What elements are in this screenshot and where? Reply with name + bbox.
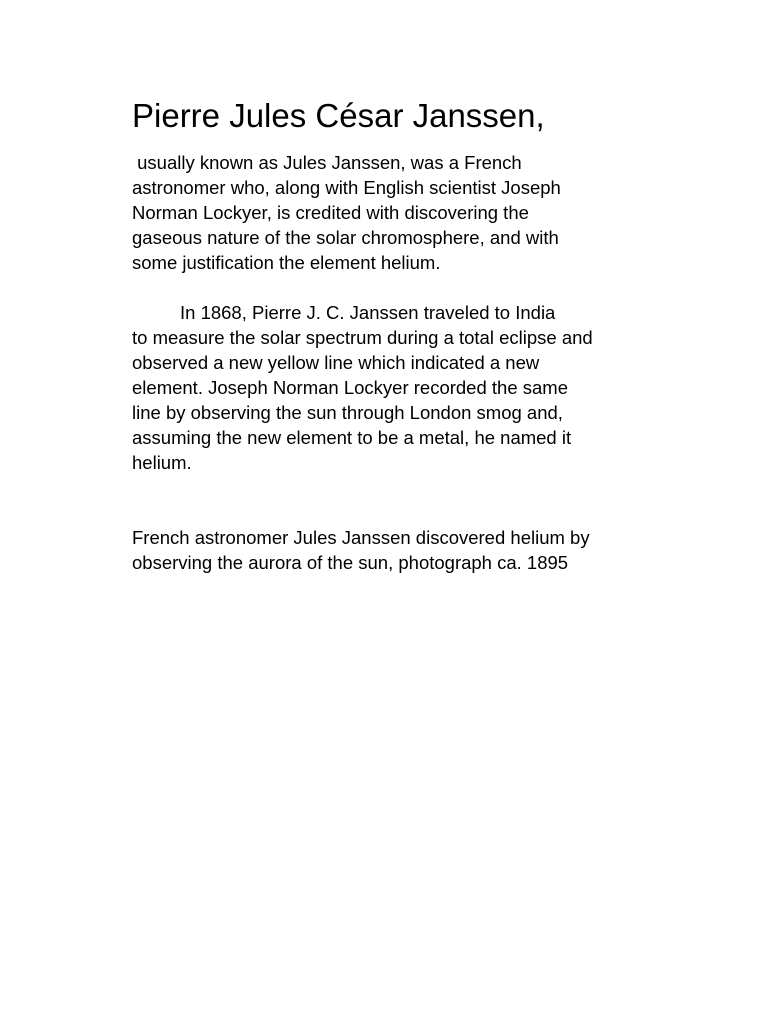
caption-line: French astronomer Jules Janssen discovered helium by	[132, 527, 590, 548]
paragraph-line: usually known as Jules Janssen, was a French	[132, 152, 522, 173]
paragraph-line: astronomer who, along with English scientist Joseph	[132, 177, 561, 198]
paragraph-line: helium.	[132, 452, 192, 473]
paragraph-line: assuming the new element to be a metal, he named it	[132, 427, 572, 448]
photo-caption	[132, 525, 590, 575]
paragraph-line: some justification the element helium.	[132, 252, 441, 273]
paragraph-line: observed a new yellow line which indicated a new	[132, 352, 540, 373]
caption-line: observing the aurora of the sun, photograph ca. 1895	[132, 552, 569, 573]
page-title: Pierre Jules César Janssen,	[132, 97, 545, 134]
paragraph-line: In 1868, Pierre J. C. Janssen traveled to India	[180, 302, 556, 323]
paragraph-line: gaseous nature of the solar chromosphere, and with	[132, 227, 559, 248]
paragraph-line: to measure the solar spectrum during a total eclipse and	[132, 327, 593, 348]
intro-paragraph	[132, 150, 561, 275]
paragraph-line: Norman Lockyer, is credited with discovering the	[132, 202, 529, 223]
paragraph-line: line by observing the sun through London smog and,	[132, 402, 563, 423]
history-paragraph	[132, 300, 593, 475]
paragraph-line: element. Joseph Norman Lockyer recorded the same	[132, 377, 568, 398]
